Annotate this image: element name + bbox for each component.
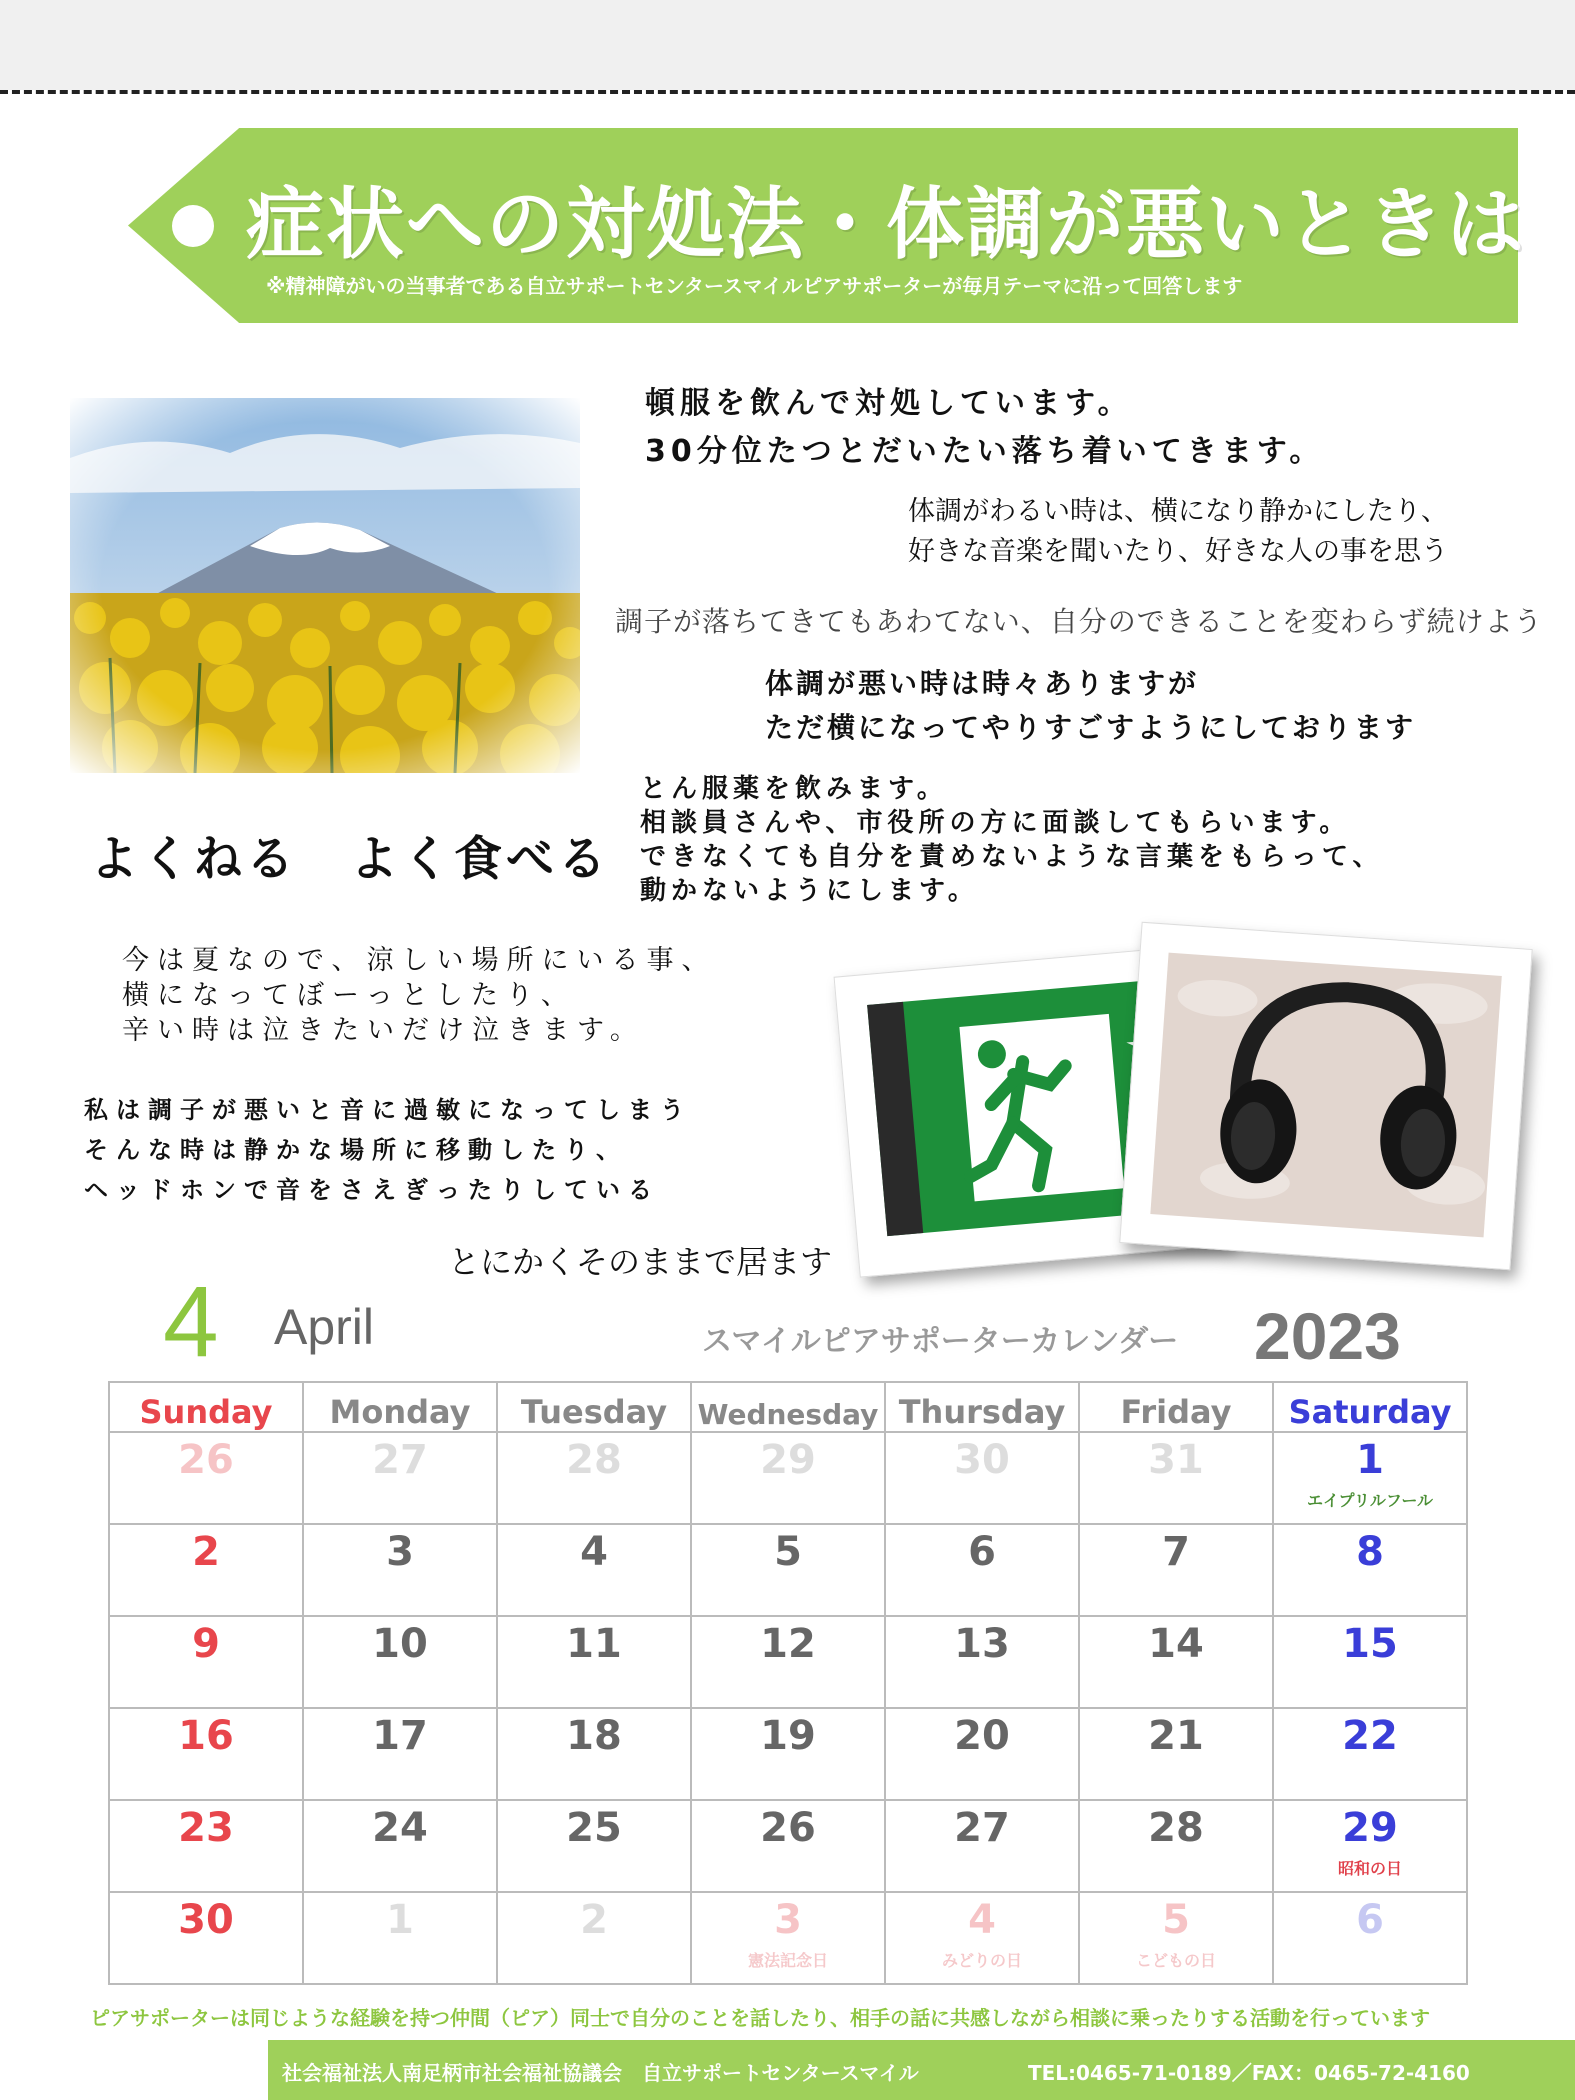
calendar-day-cell <box>1273 1800 1467 1892</box>
day-number: 12 <box>760 1621 816 1667</box>
calendar-day-cell <box>1273 1524 1467 1616</box>
calendar-day-cell <box>691 1708 885 1800</box>
calendar-day-cell <box>1079 1708 1273 1800</box>
calendar-day-cell <box>109 1616 303 1708</box>
top-band <box>0 0 1575 90</box>
day-number: 17 <box>372 1713 428 1759</box>
day-number: 4 <box>968 1897 996 1943</box>
page-title: 症状への対処法・体調が悪いときは <box>246 180 1527 270</box>
day-number: 11 <box>566 1621 622 1667</box>
comment-1-line: 30分位たつとだいたい落ち着いてきます。 <box>645 434 1325 469</box>
day-number: 6 <box>1356 1897 1384 1943</box>
calendar-grid <box>108 1381 1468 1985</box>
calendar-day-cell <box>497 1708 691 1800</box>
day-number: 1 <box>1356 1437 1384 1483</box>
day-number: 14 <box>1148 1621 1204 1667</box>
comment-1 <box>645 380 1324 476</box>
comment-9: とにかくそのままで居ます <box>448 1243 833 1281</box>
calendar-year: 2023 <box>1254 1299 1401 1373</box>
day-number: 23 <box>178 1805 234 1851</box>
comment-8 <box>84 1090 692 1210</box>
calendar-day-cell <box>1273 1432 1467 1524</box>
day-number: 30 <box>178 1897 234 1943</box>
weekday-sunday: Sunday <box>109 1382 303 1432</box>
calendar-day-cell <box>497 1800 691 1892</box>
weekday-tuesday: Tuesday <box>497 1382 691 1432</box>
calendar-week <box>109 1708 1467 1800</box>
calendar-day-cell <box>109 1432 303 1524</box>
day-number: 3 <box>774 1897 802 1943</box>
comment-2-line: 好きな音楽を聞いたり、好きな人の事を思う <box>908 536 1448 567</box>
day-number: 21 <box>1148 1713 1204 1759</box>
calendar-day-cell <box>303 1800 497 1892</box>
month-name: April <box>274 1299 375 1355</box>
day-number: 16 <box>178 1713 234 1759</box>
holiday-label: エイプリルフール <box>1306 1491 1434 1510</box>
day-number: 2 <box>192 1529 220 1575</box>
day-number: 5 <box>1162 1897 1190 1943</box>
calendar-day-cell <box>691 1616 885 1708</box>
comment-5-line: とん服薬を飲みます。 <box>640 774 948 804</box>
calendar-day-cell <box>303 1432 497 1524</box>
calendar-day-cell <box>497 1524 691 1616</box>
comment-7-line: 今は夏なので、涼しい場所にいる事、 <box>122 945 717 976</box>
calendar-day-cell <box>109 1892 303 1984</box>
day-number: 28 <box>566 1437 622 1483</box>
day-number: 31 <box>1148 1437 1204 1483</box>
day-number: 10 <box>372 1621 428 1667</box>
calendar-week <box>109 1524 1467 1616</box>
holiday-label: こどもの日 <box>1135 1951 1216 1970</box>
calendar-day-cell <box>303 1892 497 1984</box>
day-number: 27 <box>954 1805 1010 1851</box>
calendar-day-cell <box>109 1708 303 1800</box>
comment-7-line: 横になってぼーっとしたり、 <box>122 980 576 1011</box>
holiday-label: みどりの日 <box>941 1951 1022 1970</box>
calendar-day-cell <box>303 1616 497 1708</box>
comment-2-line: 体調がわるい時は、横になり静かにしたり、 <box>908 496 1448 527</box>
calendar-day-cell <box>497 1892 691 1984</box>
comment-6: よくねる よく食べる <box>90 831 611 887</box>
cut-line <box>0 90 1575 94</box>
day-number: 18 <box>566 1713 622 1759</box>
comment-7-line: 辛い時は泣きたいだけ泣きます。 <box>122 1015 645 1046</box>
mountain-flowers-photo <box>70 398 580 773</box>
day-number: 5 <box>774 1529 802 1575</box>
calendar-day-cell <box>691 1524 885 1616</box>
day-number: 26 <box>760 1805 816 1851</box>
calendar-day-cell <box>885 1892 1079 1984</box>
day-number: 25 <box>566 1805 622 1851</box>
bullet-icon <box>172 205 214 247</box>
comment-4-line: ただ横になってやりすごすようにしております <box>765 711 1417 744</box>
day-number: 22 <box>1342 1713 1398 1759</box>
day-number: 26 <box>178 1437 234 1483</box>
calendar-day-cell <box>885 1800 1079 1892</box>
day-number: 9 <box>192 1621 220 1667</box>
day-number: 20 <box>954 1713 1010 1759</box>
comment-5-line: できなくても自分を責めないような言葉をもらって、 <box>640 842 1384 872</box>
comment-7 <box>122 943 716 1048</box>
calendar-day-cell <box>1079 1800 1273 1892</box>
day-number: 7 <box>1162 1529 1190 1575</box>
calendar-day-cell <box>691 1892 885 1984</box>
weekday-wednesday: Wednesday <box>691 1382 885 1432</box>
calendar-day-cell <box>1273 1708 1467 1800</box>
day-number: 1 <box>386 1897 414 1943</box>
calendar-day-cell <box>885 1432 1079 1524</box>
month-number: 4 <box>163 1266 219 1378</box>
calendar-day-cell <box>497 1432 691 1524</box>
day-number: 15 <box>1342 1621 1398 1667</box>
comment-5 <box>640 772 1383 908</box>
calendar-week <box>109 1892 1467 1984</box>
comment-4 <box>765 662 1416 750</box>
comment-8-line: ヘッドホンで音をさえぎったりしている <box>84 1176 660 1204</box>
calendar-week <box>109 1432 1467 1524</box>
day-number: 29 <box>1342 1805 1398 1851</box>
calendar-day-cell <box>303 1708 497 1800</box>
comment-8-line: 私は調子が悪いと音に過敏になってしまう <box>84 1096 692 1124</box>
footer-org: 社会福祉法人南足柄市社会福祉協議会 自立サポートセンタースマイル <box>282 2061 919 2085</box>
weekday-saturday: Saturday <box>1273 1382 1467 1432</box>
day-number: 3 <box>386 1529 414 1575</box>
footer-bar <box>268 2040 1575 2100</box>
comment-1-line: 頓服を飲んで対処しています。 <box>645 386 1133 421</box>
calendar-day-cell <box>885 1616 1079 1708</box>
calendar-day-cell <box>691 1432 885 1524</box>
calendar-subtitle: スマイルピアサポーターカレンダー <box>702 1324 1179 1359</box>
calendar-day-cell <box>1079 1892 1273 1984</box>
day-number: 27 <box>372 1437 428 1483</box>
weekday-thursday: Thursday <box>885 1382 1079 1432</box>
day-number: 30 <box>954 1437 1010 1483</box>
comment-4-line: 体調が悪い時は時々ありますが <box>765 667 1200 700</box>
calendar-day-cell <box>1273 1616 1467 1708</box>
holiday-label: 昭和の日 <box>1337 1859 1402 1878</box>
calendar-day-cell <box>1079 1616 1273 1708</box>
comment-5-line: 相談員さんや、市役所の方に面談してもらいます。 <box>640 808 1351 838</box>
day-number: 13 <box>954 1621 1010 1667</box>
calendar-day-cell <box>109 1800 303 1892</box>
footer-contact: TEL:0465-71-0189／FAX：0465-72-4160 <box>1028 2061 1470 2085</box>
calendar-day-cell <box>691 1800 885 1892</box>
comment-5-line: 動かないようにします。 <box>640 876 979 906</box>
day-number: 8 <box>1356 1529 1384 1575</box>
comment-2 <box>908 492 1448 572</box>
day-number: 19 <box>760 1713 816 1759</box>
day-number: 6 <box>968 1529 996 1575</box>
day-number: 2 <box>580 1897 608 1943</box>
day-number: 29 <box>760 1437 816 1483</box>
calendar-day-cell <box>885 1524 1079 1616</box>
holiday-label: 憲法記念日 <box>747 1951 828 1970</box>
calendar-day-cell <box>1273 1892 1467 1984</box>
day-number: 24 <box>372 1805 428 1851</box>
calendar-day-cell <box>109 1524 303 1616</box>
calendar-day-cell <box>497 1616 691 1708</box>
calendar-week <box>109 1616 1467 1708</box>
weekday-friday: Friday <box>1079 1382 1273 1432</box>
calendar-day-cell <box>885 1708 1079 1800</box>
day-number: 28 <box>1148 1805 1204 1851</box>
comment-8-line: そんな時は静かな場所に移動したり、 <box>84 1136 628 1164</box>
comment-3: 調子が落ちてきてもあわてない、自分のできることを変わらず続けよう <box>615 605 1543 638</box>
calendar-day-cell <box>1079 1432 1273 1524</box>
page-note: ※精神障がいの当事者である自立サポートセンタースマイルピアサポーターが毎月テーマに沿って回答します <box>266 274 1243 298</box>
headphones-photo <box>1119 922 1533 1271</box>
calendar-day-cell <box>303 1524 497 1616</box>
day-number: 4 <box>580 1529 608 1575</box>
weekday-monday: Monday <box>303 1382 497 1432</box>
footer-description: ピアサポーターは同じような経験を持つ仲間（ピア）同士で自分のことを話したり、相手の話に共感しながら相談に乗ったりする活動を行っています <box>90 2006 1430 2030</box>
calendar-week <box>109 1800 1467 1892</box>
calendar-day-cell <box>1079 1524 1273 1616</box>
